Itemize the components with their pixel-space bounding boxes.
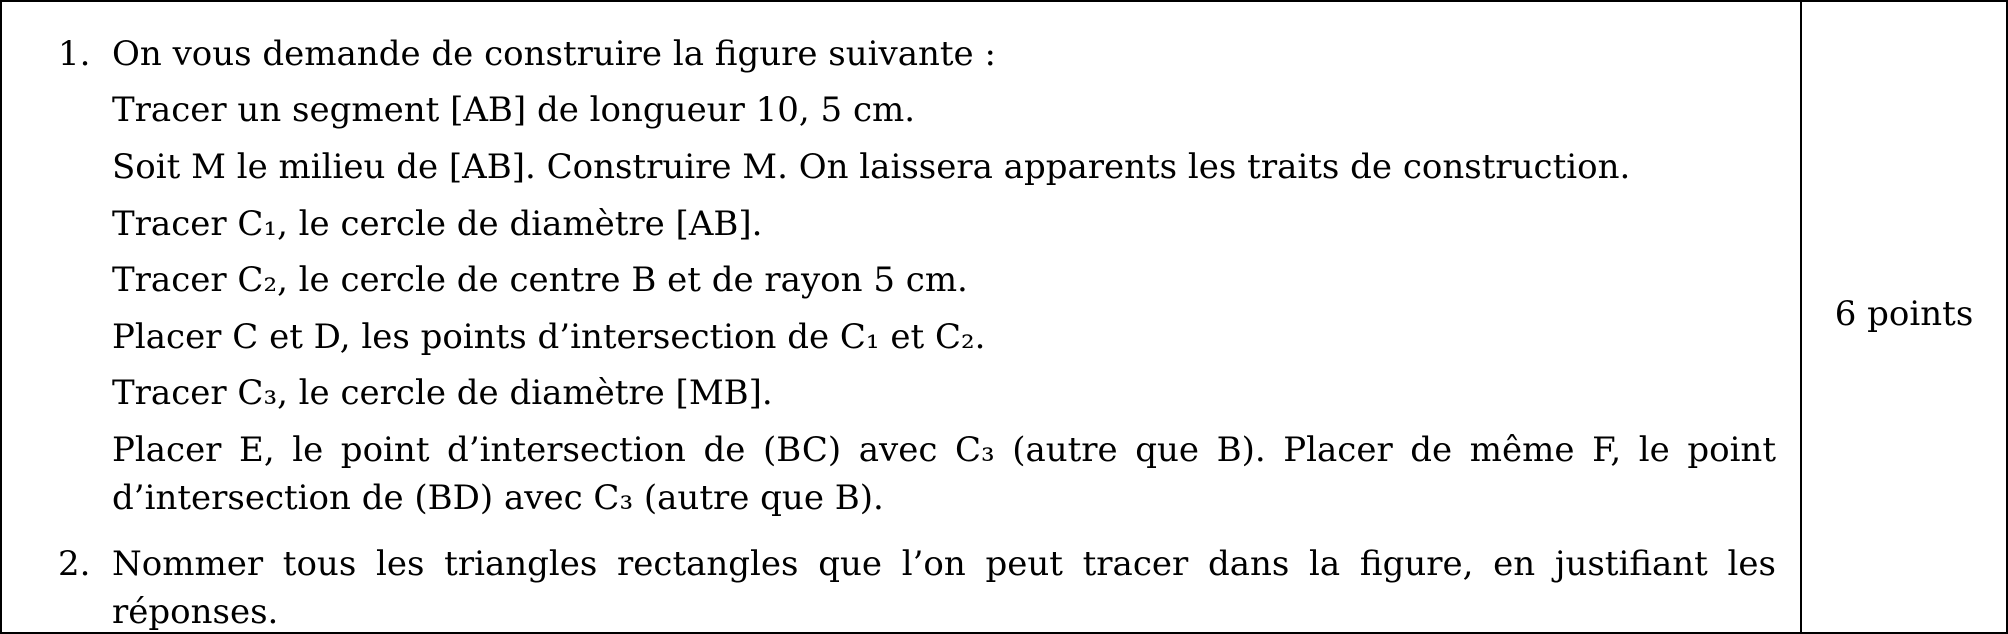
instruction-line: Soit M le milieu de [AB]. Construire M. On laissera apparents les traits de construction.	[112, 147, 1631, 187]
points-label: 6 points	[1834, 294, 1974, 334]
instruction-line: Placer C et D, les points d’intersection de C₁ et C₂.	[112, 317, 986, 357]
exercise-content	[2, 2, 1800, 632]
points-cell	[1802, 2, 2006, 632]
question-line: Nommer tous les triangles rectangles que l’on peut tracer dans la figure, en justifiant les	[112, 544, 1776, 584]
instruction-line: Placer E, le point d’intersection de (BC) avec C₃ (autre que B). Placer de même F, le point	[112, 430, 1776, 470]
question-line: réponses.	[112, 592, 279, 632]
instruction-line: On vous demande de construire la figure suivante :	[112, 34, 996, 74]
item-number: 1.	[58, 34, 91, 74]
item-number: 2.	[58, 544, 91, 584]
instruction-line: Tracer C₂, le cercle de centre B et de rayon 5 cm.	[112, 260, 968, 300]
instruction-line: d’intersection de (BD) avec C₃ (autre que B).	[112, 478, 884, 518]
instruction-line: Tracer un segment [AB] de longueur 10, 5 cm.	[112, 90, 916, 130]
instruction-line: Tracer C₁, le cercle de diamètre [AB].	[112, 204, 763, 244]
instruction-line: Tracer C₃, le cercle de diamètre [MB].	[112, 373, 773, 413]
